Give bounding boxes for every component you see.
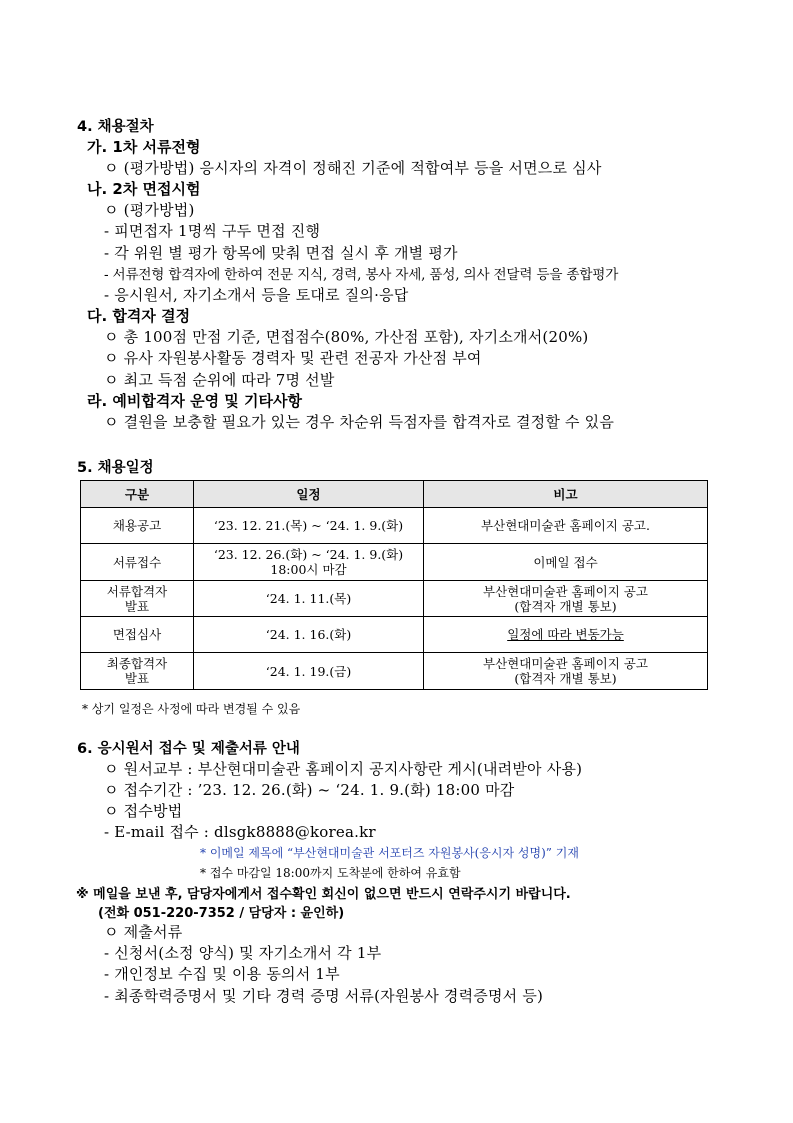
header-category: 구분 [81,481,194,508]
section-5-heading: 5. 채용일정 [77,460,154,476]
cell-category: 서류접수 [81,544,194,581]
documents-line: - 신청서(소정 양식) 및 자기소개서 각 1부 [104,944,382,962]
section-4b-line: - 피면접자 1명씩 구두 면접 진행 [104,222,321,240]
section-6-heading: 6. 응시원서 접수 및 제출서류 안내 [77,741,300,757]
table-row [81,508,708,544]
section-4a-title: 가. 1차 서류전형 [87,138,201,156]
section-4d-title: 라. 예비합격자 운영 및 기타사항 [87,392,302,410]
deadline-note: * 접수 마감일 18:00까지 도착분에 한하여 유효함 [200,866,461,880]
section-4b-line: - 응시원서, 자기소개서 등을 토대로 질의·응답 [104,286,409,304]
section-4c-line: ㅇ 유사 자원봉사활동 경력자 및 관련 전공자 가산점 부여 [104,349,482,367]
cell-remarks: 부산현대미술관 홈페이지 공고 (합격자 개별 통보) [424,653,708,690]
section-6-email-line: - E-mail 접수 : dlsgk8888@korea.kr [104,823,376,841]
cell-schedule: ‘24. 1. 11.(목) [194,581,424,617]
documents-line: ㅇ 제출서류 [104,923,183,941]
cell-remarks: 부산현대미술관 홈페이지 공고. [424,508,708,544]
section-4d-line: ㅇ 결원을 보충할 필요가 있는 경우 차순위 득점자를 합격자로 결정할 수 있음 [104,413,615,431]
header-remarks: 비고 [424,481,708,508]
cell-schedule: ‘24. 1. 16.(화) [194,617,424,653]
cell-category: 채용공고 [81,508,194,544]
email-subject-note: * 이메일 제목에 “부산현대미술관 서포터즈 자원봉사(응시자 성명)” 기재 [200,846,579,860]
documents-line: - 최종학력증명서 및 기타 경력 증명 서류(자원봉사 경력증명서 등) [104,987,544,1005]
cell-remarks: 일정에 따라 변동가능 [424,617,708,653]
section-4-heading: 4. 채용절차 [77,119,154,135]
section-4c-line: ㅇ 총 100점 만점 기준, 면접점수(80%, 가산점 포함), 자기소개서(20%) [104,328,589,346]
section-4b-line: ㅇ (평가방법) [104,201,195,219]
section-4b-line: - 서류전형 합격자에 한하여 전문 지식, 경력, 봉사 자세, 품성, 의사 전달력 등을 종합평가 [104,267,619,283]
section-4b-title: 나. 2차 면접시험 [87,180,201,198]
contact-warning: ※ 메일을 보낸 후, 담당자에게서 접수확인 회신이 없으면 반드시 연락주시기 바랍니다. [76,887,571,902]
cell-category: 서류합격자 발표 [81,581,194,617]
table-header-row [81,481,708,508]
cell-schedule: ‘23. 12. 21.(목) ~ ‘24. 1. 9.(화) [194,508,424,544]
cell-schedule: ‘23. 12. 26.(화) ~ ‘24. 1. 9.(화) 18:00시 마감 [194,544,424,581]
section-4c-line: ㅇ 최고 득점 순위에 따라 7명 선발 [104,371,335,389]
section-6-line: ㅇ 원서교부 : 부산현대미술관 홈페이지 공지사항란 게시(내려받아 사용) [104,760,583,778]
cell-remarks: 부산현대미술관 홈페이지 공고 (합격자 개별 통보) [424,581,708,617]
contact-info: (전화 051-220-7352 / 담당자 : 윤인하) [98,906,345,921]
cell-remarks: 이메일 접수 [424,544,708,581]
table-row [81,653,708,690]
header-schedule: 일정 [194,481,424,508]
cell-category: 최종합격자 발표 [81,653,194,690]
schedule-table [80,480,708,690]
table-row [81,544,708,581]
schedule-note: * 상기 일정은 사정에 따라 변경될 수 있음 [82,702,301,716]
cell-category: 면접심사 [81,617,194,653]
table-row [81,617,708,653]
section-6-line: ㅇ 접수방법 [104,802,183,820]
section-4a-line: ㅇ (평가방법) 응시자의 자격이 정해진 기준에 적합여부 등을 서면으로 심사 [104,159,602,177]
cell-schedule: ‘24. 1. 19.(금) [194,653,424,690]
documents-line: - 개인정보 수집 및 이용 동의서 1부 [104,965,340,983]
section-4b-line: - 각 위원 별 평가 항목에 맞춰 면접 실시 후 개별 평가 [104,244,458,262]
table-row [81,581,708,617]
section-6-line: ㅇ 접수기간 : ’23. 12. 26.(화) ~ ‘24. 1. 9.(화) 18:00 마감 [104,781,515,799]
section-4c-title: 다. 합격자 결정 [87,307,191,325]
